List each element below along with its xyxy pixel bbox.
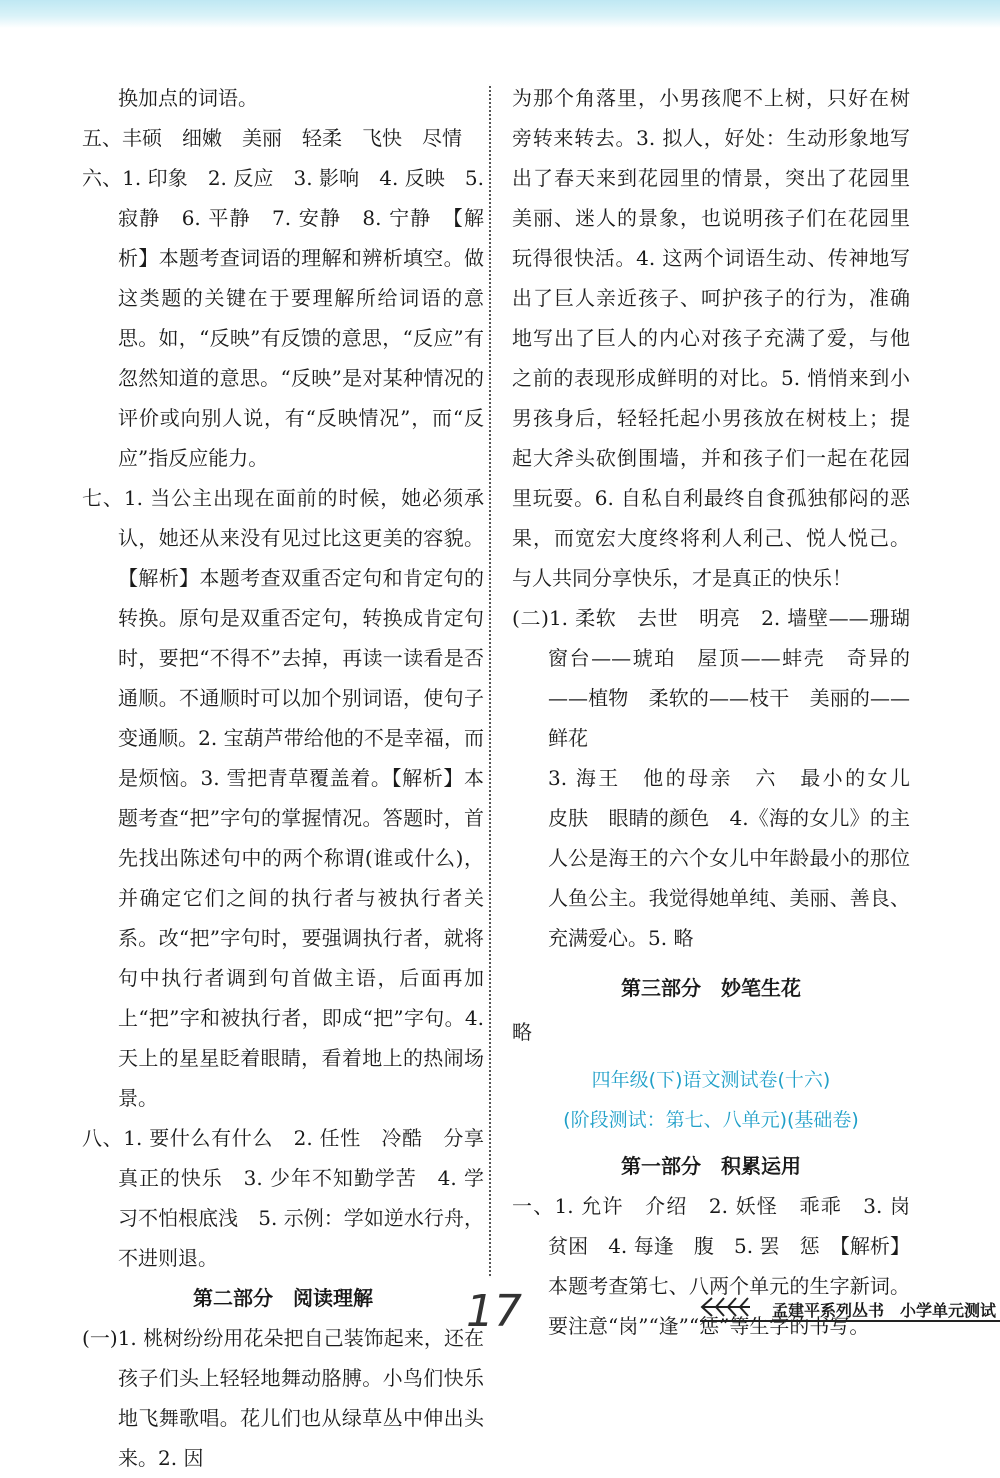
- part-2-heading: 第二部分 阅读理解: [193, 1286, 373, 1310]
- part-1-heading: 第一部分 积累运用: [621, 1154, 801, 1178]
- answer-section-8: 八、1. 要什么有什么 2. 任性 冷酷 分享 真正的快乐 3. 少年不知勤学苦 4. 学习不怕根底浅 5. 示例：学如逆水行舟，不进则退。: [82, 1126, 504, 1270]
- test-subtitle: (阶段测试：第七、八单元)(基础卷): [563, 1109, 859, 1131]
- answer-section-6: 六、1. 印象 2. 反应 3. 影响 4. 反映 5. 寂静 6. 平静 7. 安静 8. 宁静 【解析】本题考查词语的理解和辨析填空。做这类题的关键在于要理解所给词语的意思。如，“反映”有反馈的意思，“反应”有忽然知道的意思。“反映”是对某种情况的评价或向别人说，有“反映情况”，而“反应”指反应能力。: [82, 166, 484, 470]
- answer-text: 换加点的词语。: [118, 86, 258, 110]
- answer-section-5: 五、丰硕 细嫩 美丽 轻柔 飞快 尽情: [82, 126, 462, 150]
- reading-answer-1: (一)1. 桃树纷纷用花朵把自己装饰起来，还在孩子们头上轻轻地舞动胳膊。小鸟们快乐地飞舞歌唱。花儿们也从绿草丛中伸出头来。2. 因: [82, 1326, 484, 1470]
- part-3-heading: 第三部分 妙笔生花: [621, 976, 801, 1000]
- right-column: [512, 78, 930, 1346]
- reading-answer-2: (二)1. 柔软 去世 明亮 2. 墙壁——珊瑚 窗台——琥珀 屋顶——蚌壳 奇异的——植物 柔软的——枝干 美丽的——鲜花: [512, 606, 930, 750]
- arrow-icon: [700, 1294, 752, 1320]
- column-divider: [489, 86, 491, 1276]
- footer-rule: [700, 1320, 1000, 1322]
- series-name: 孟建平系列丛书 小学单元测试: [772, 1301, 997, 1320]
- page-number: 17: [466, 1286, 522, 1337]
- answer-section-1: 一、1. 允许 介绍 2. 妖怪 乖乖 3. 岗 贫困 4. 每逢 腹 5. 罢 惩 【解析】本题考查第七、八两个单元的生字新词。要注意“岗”“逢”“惩”等生字的书写。: [512, 1194, 930, 1338]
- answer-section-7: 七、1. 当公主出现在面前的时候，她必须承认，她还从来没有见过比这更美的容貌。【解析】本题考查双重否定句和肯定句的转换。原句是双重否定句，转换成肯定句时，要把“不得不”去掉，再读一读看是否通顺。不通顺时可以加个别词语，使句子变通顺。2. 宝葫芦带给他的不是幸福，而是烦恼。3. 雪把青草覆盖着。【解析】本题考查“把”字句的掌握情况。答题时，首先找出陈述句中的两个称谓(谁或什么)，并确定它们之间的执行者与被执行者关系。改“把”字句时，要强调执行者，就将句中执行者调到句首做主语，后面再加上“把”字和被执行者，即成“把”字句。4. 天上的星星眨着眼睛，看着地上的热闹场景。: [82, 486, 484, 1110]
- reading-answer-1-cont: 为那个角落里，小男孩爬不上树，只好在树旁转来转去。3. 拟人，好处：生动形象地写出了春天来到花园里的情景，突出了花园里美丽、迷人的景象，也说明孩子们在花园里玩得很快活。4. 这两个词语生动、传神地写出了巨人亲近孩子、呵护孩子的行为，准确地写出了巨人的内心对孩子充满了爱，与他之前的表现形成鲜明的对比。5. 悄悄来到小男孩身后，轻轻托起小男孩放在树枝上；提起大斧头砍倒围墙，并和孩子们一起在花园里玩耍。6. 自私自利最终自食孤独郁闷的恶果，而宽宏大度终将利人利己、悦人悦己。与人共同分享快乐，才是真正的快乐！: [512, 86, 910, 590]
- part-3-answer: 略: [512, 1020, 532, 1044]
- top-decorative-band: [0, 0, 1000, 28]
- test-title: 四年级(下)语文测试卷(十六): [591, 1069, 831, 1091]
- reading-answer-2-cont: 3. 海王 他的母亲 六 最小的女儿 皮肤 眼睛的颜色 4.《海的女儿》的主人公是海王的六个女儿中年龄最小的那位人鱼公主。我觉得她单纯、美丽、善良、充满爱心。5. 略: [548, 766, 930, 950]
